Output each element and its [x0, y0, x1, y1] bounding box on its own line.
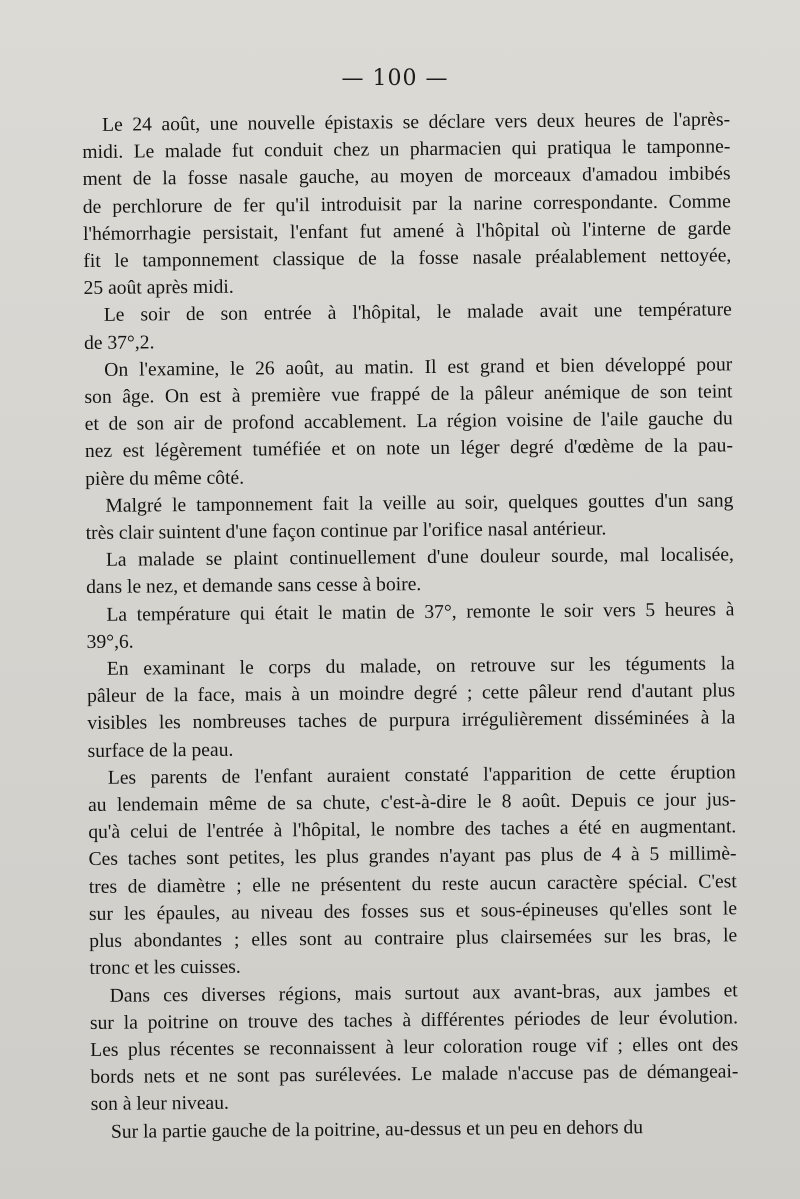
text-line: de 37°,2.: [83, 332, 155, 354]
text-line: plus abondantes ; elles sont au contraire plus clairsemées sur les bras, le: [89, 925, 738, 953]
text-line: pière du même côté.: [85, 467, 245, 490]
text-line: son âge. On est à première vue frappé de la pâleur anémique de son teint: [84, 381, 733, 409]
text-line: Le 24 août, une nouvelle épistaxis se déclare vers deux heures de l'après-: [102, 109, 731, 136]
paragraph: [87, 650, 736, 764]
text-line: tres de diamètre ; elle ne présentent du reste aucun caractère spécial. C'est: [88, 871, 737, 898]
text-line: visibles les nombreuses taches de purpura irrégulièrement disséminées à la: [87, 707, 736, 735]
page-number: — 100 —: [341, 66, 449, 91]
text-line: nez est légèrement tuméfiée et on note un léger degré d'œdème de la pau-: [84, 435, 734, 463]
text-line: très clair suintent d'une façon continue par l'orifice nasal antérieur.: [85, 518, 607, 545]
body-text: [82, 106, 739, 1145]
text-line: l'hémorrhagie persistait, l'enfant fut amené à l'hôpital où l'interne de garde: [82, 218, 732, 245]
text-line: surface de la peau.: [87, 739, 234, 762]
text-line: La température qui était le matin de 37°, remonte le soir vers 5 heures à: [106, 598, 735, 626]
text-line: fit le tamponnement classique de la fosse nasale préalablement nettoyée,: [83, 245, 732, 273]
text-line: sur la poitrine on trouve des taches à différentes périodes de leur évolution.: [89, 1007, 739, 1034]
paragraph: [86, 596, 734, 656]
paragraph: [91, 1113, 739, 1146]
text-line: Malgré le tamponnement fait la veille au soir, quelques gouttes d'un sang: [105, 490, 734, 517]
paragraph: [90, 977, 739, 1119]
text-line: Les plus récentes se reconnaissent à leur coloration rouge vif ; elles ont des: [90, 1034, 739, 1061]
text-line: La malade se plaint continuellement d'une douleur sourde, mal localisée,: [105, 544, 734, 572]
paragraph: [84, 297, 732, 357]
paragraph: [82, 106, 732, 302]
text-line: Le soir de son entrée à l'hôpital, le malade avait une température: [103, 299, 732, 327]
text-line: midi. Le malade fut conduit chez un pharmacien qui pratiqua le tamponne-: [82, 136, 731, 164]
paragraph: [85, 487, 733, 547]
text-line: sur les épaules, au niveau des fosses sus et sous-épineuses qu'elles sont le: [88, 898, 738, 925]
text-line: 25 août après midi.: [83, 276, 234, 300]
text-line: de perchlorure de fer qu'il introduisit par la narine correspondante. Comme: [82, 190, 731, 218]
text-line: bords nets et ne sont pas surélevées. Le malade n'accuse pas de démangeai-: [90, 1061, 739, 1089]
text-line: tronc et les cuisses.: [89, 956, 241, 980]
text-line: dans le nez, et demande sans cesse à boire.: [86, 574, 422, 599]
text-line: Sur la partie gauche de la poitrine, au-dessus et un peu en dehors du: [110, 1116, 644, 1143]
text-line: Les parents de l'enfant auraient constaté l'apparition de cette éruption: [107, 762, 736, 789]
text-line: au lendemain même de sa chute, c'est-à-dire le 8 août. Depuis ce jour jus-: [87, 789, 737, 817]
text-line: Dans ces diverses régions, mais surtout aux avant-bras, aux jambes et: [109, 979, 738, 1007]
paragraph: [86, 542, 734, 602]
text-line: En examinant le corps du malade, on retrouve sur les téguments la: [106, 653, 735, 680]
text-line: son à leur niveau.: [90, 1093, 229, 1116]
text-line: On l'examine, le 26 août, au matin. Il est grand et bien développé pour: [104, 354, 733, 381]
paragraph: [84, 351, 733, 493]
text-line: Ces taches sont petites, les plus grandes n'ayant pas plus de 4 à 5 millimè-: [88, 843, 737, 871]
text-line: pâleur de la face, mais à un moindre degré ; cette pâleur rend d'autant plus: [87, 680, 736, 708]
paragraph: [88, 759, 738, 982]
text-line: et de son air de profond accablement. La région voisine de l'aile gauche du: [84, 408, 733, 436]
text-line: ment de la fosse nasale gauche, au moyen de morceaux d'amadou imbibés: [82, 163, 731, 191]
text-line: 39°,6.: [86, 631, 134, 653]
text-line: qu'à celui de l'entrée à l'hôpital, le nombre des taches a été en augmentant.: [88, 816, 737, 844]
